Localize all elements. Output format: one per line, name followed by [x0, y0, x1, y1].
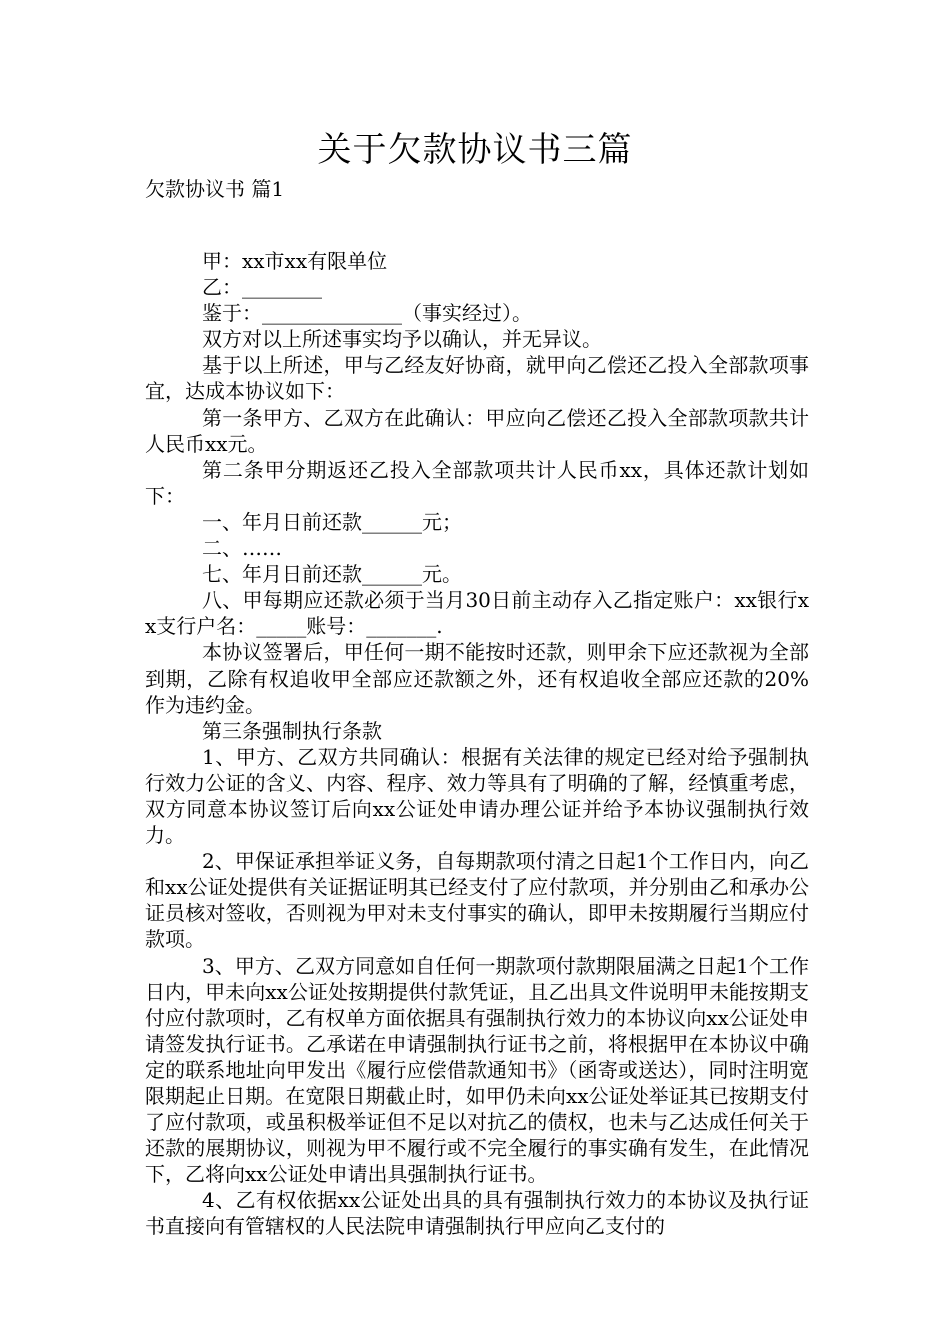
clause: 2、甲保证承担举证义务，自每期款项付清之日起1个工作日内，向乙和xx公证处提供有关证据证明其已经支付了应付款项，并分别由乙和承办公证员核对签收，否则视为甲对未支付事实的确认，即甲未按期履行当期应付款项。	[145, 849, 809, 952]
clause: 4、乙有权依据xx公证处出具的具有强制执行效力的本协议及执行证书直接向有管辖权的人民法院申请强制执行甲应向乙支付的	[145, 1188, 809, 1239]
installment-item: 八、甲每期应还款必须于当月30日前主动存入乙指定账户：xx银行xx支行户名：_____账号：_______.	[145, 588, 809, 639]
paragraph: 本协议签署后，甲任何一期不能按时还款，则甲余下应还款视为全部到期，乙除有权追收甲全部应还款额之外，还有权追收全部应还款的20%作为违约金。	[145, 640, 809, 717]
document-body	[145, 248, 809, 1240]
installment-item: 二、……	[202, 536, 282, 561]
article-3-heading: 第三条强制执行条款	[202, 718, 382, 743]
document-title: 关于欠款协议书三篇	[317, 130, 633, 170]
party-a-line: 甲：xx市xx有限单位	[202, 249, 388, 273]
clause: 3、甲方、乙双方同意如自任何一期款项付款期限届满之日起1个工作日内，甲未向xx公证处按期提供付款凭证，且乙出具文件说明甲未能按期支付应付款项时，乙有权单方面依据具有强制执行效力的本协议向xx公证处申请签发执行证书。乙承诺在申请强制执行证书之前，将根据甲在本协议中确定的联系地址向甲发出《履行应偿借款通知书》（函寄或送达），同时注明宽限期起止日期。在宽限日期截止时，如甲仍未向xx公证处举证其已按期支付了应付款项，或虽积极举证但不足以对抗乙的债权，也未与乙达成任何关于还款的展期协议，则视为甲不履行或不完全履行的事实确有发生，在此情况下，乙将向xx公证处申请出具强制执行证书。	[145, 953, 809, 1187]
paragraph: 基于以上所述，甲与乙经友好协商，就甲向乙偿还乙投入全部款项事宜，达成本协议如下：	[145, 353, 809, 404]
article-1: 第一条甲方、乙双方在此确认：甲应向乙偿还乙投入全部款项款共计人民币xx元。	[145, 405, 809, 456]
installment-item: 七、年月日前还款______元。	[202, 562, 462, 587]
paragraph: 双方对以上所述事实均予以确认，并无异议。	[202, 327, 602, 352]
installment-item: 一、年月日前还款______元；	[202, 509, 462, 534]
article-2: 第二条甲分期返还乙投入全部款项共计人民币xx，具体还款计划如下：	[145, 457, 809, 508]
section-heading: 欠款协议书 篇1	[145, 177, 285, 201]
whereas-line: 鉴于：______________（事实经过）。	[202, 301, 532, 326]
party-b-line: 乙：________	[202, 275, 322, 300]
clause: 1、甲方、乙双方共同确认：根据有关法律的规定已经对给予强制执行效力公证的含义、内容、程序、效力等具有了明确的了解，经慎重考虑，双方同意本协议签订后向xx公证处申请办理公证并给予本协议强制执行效力。	[145, 744, 809, 848]
